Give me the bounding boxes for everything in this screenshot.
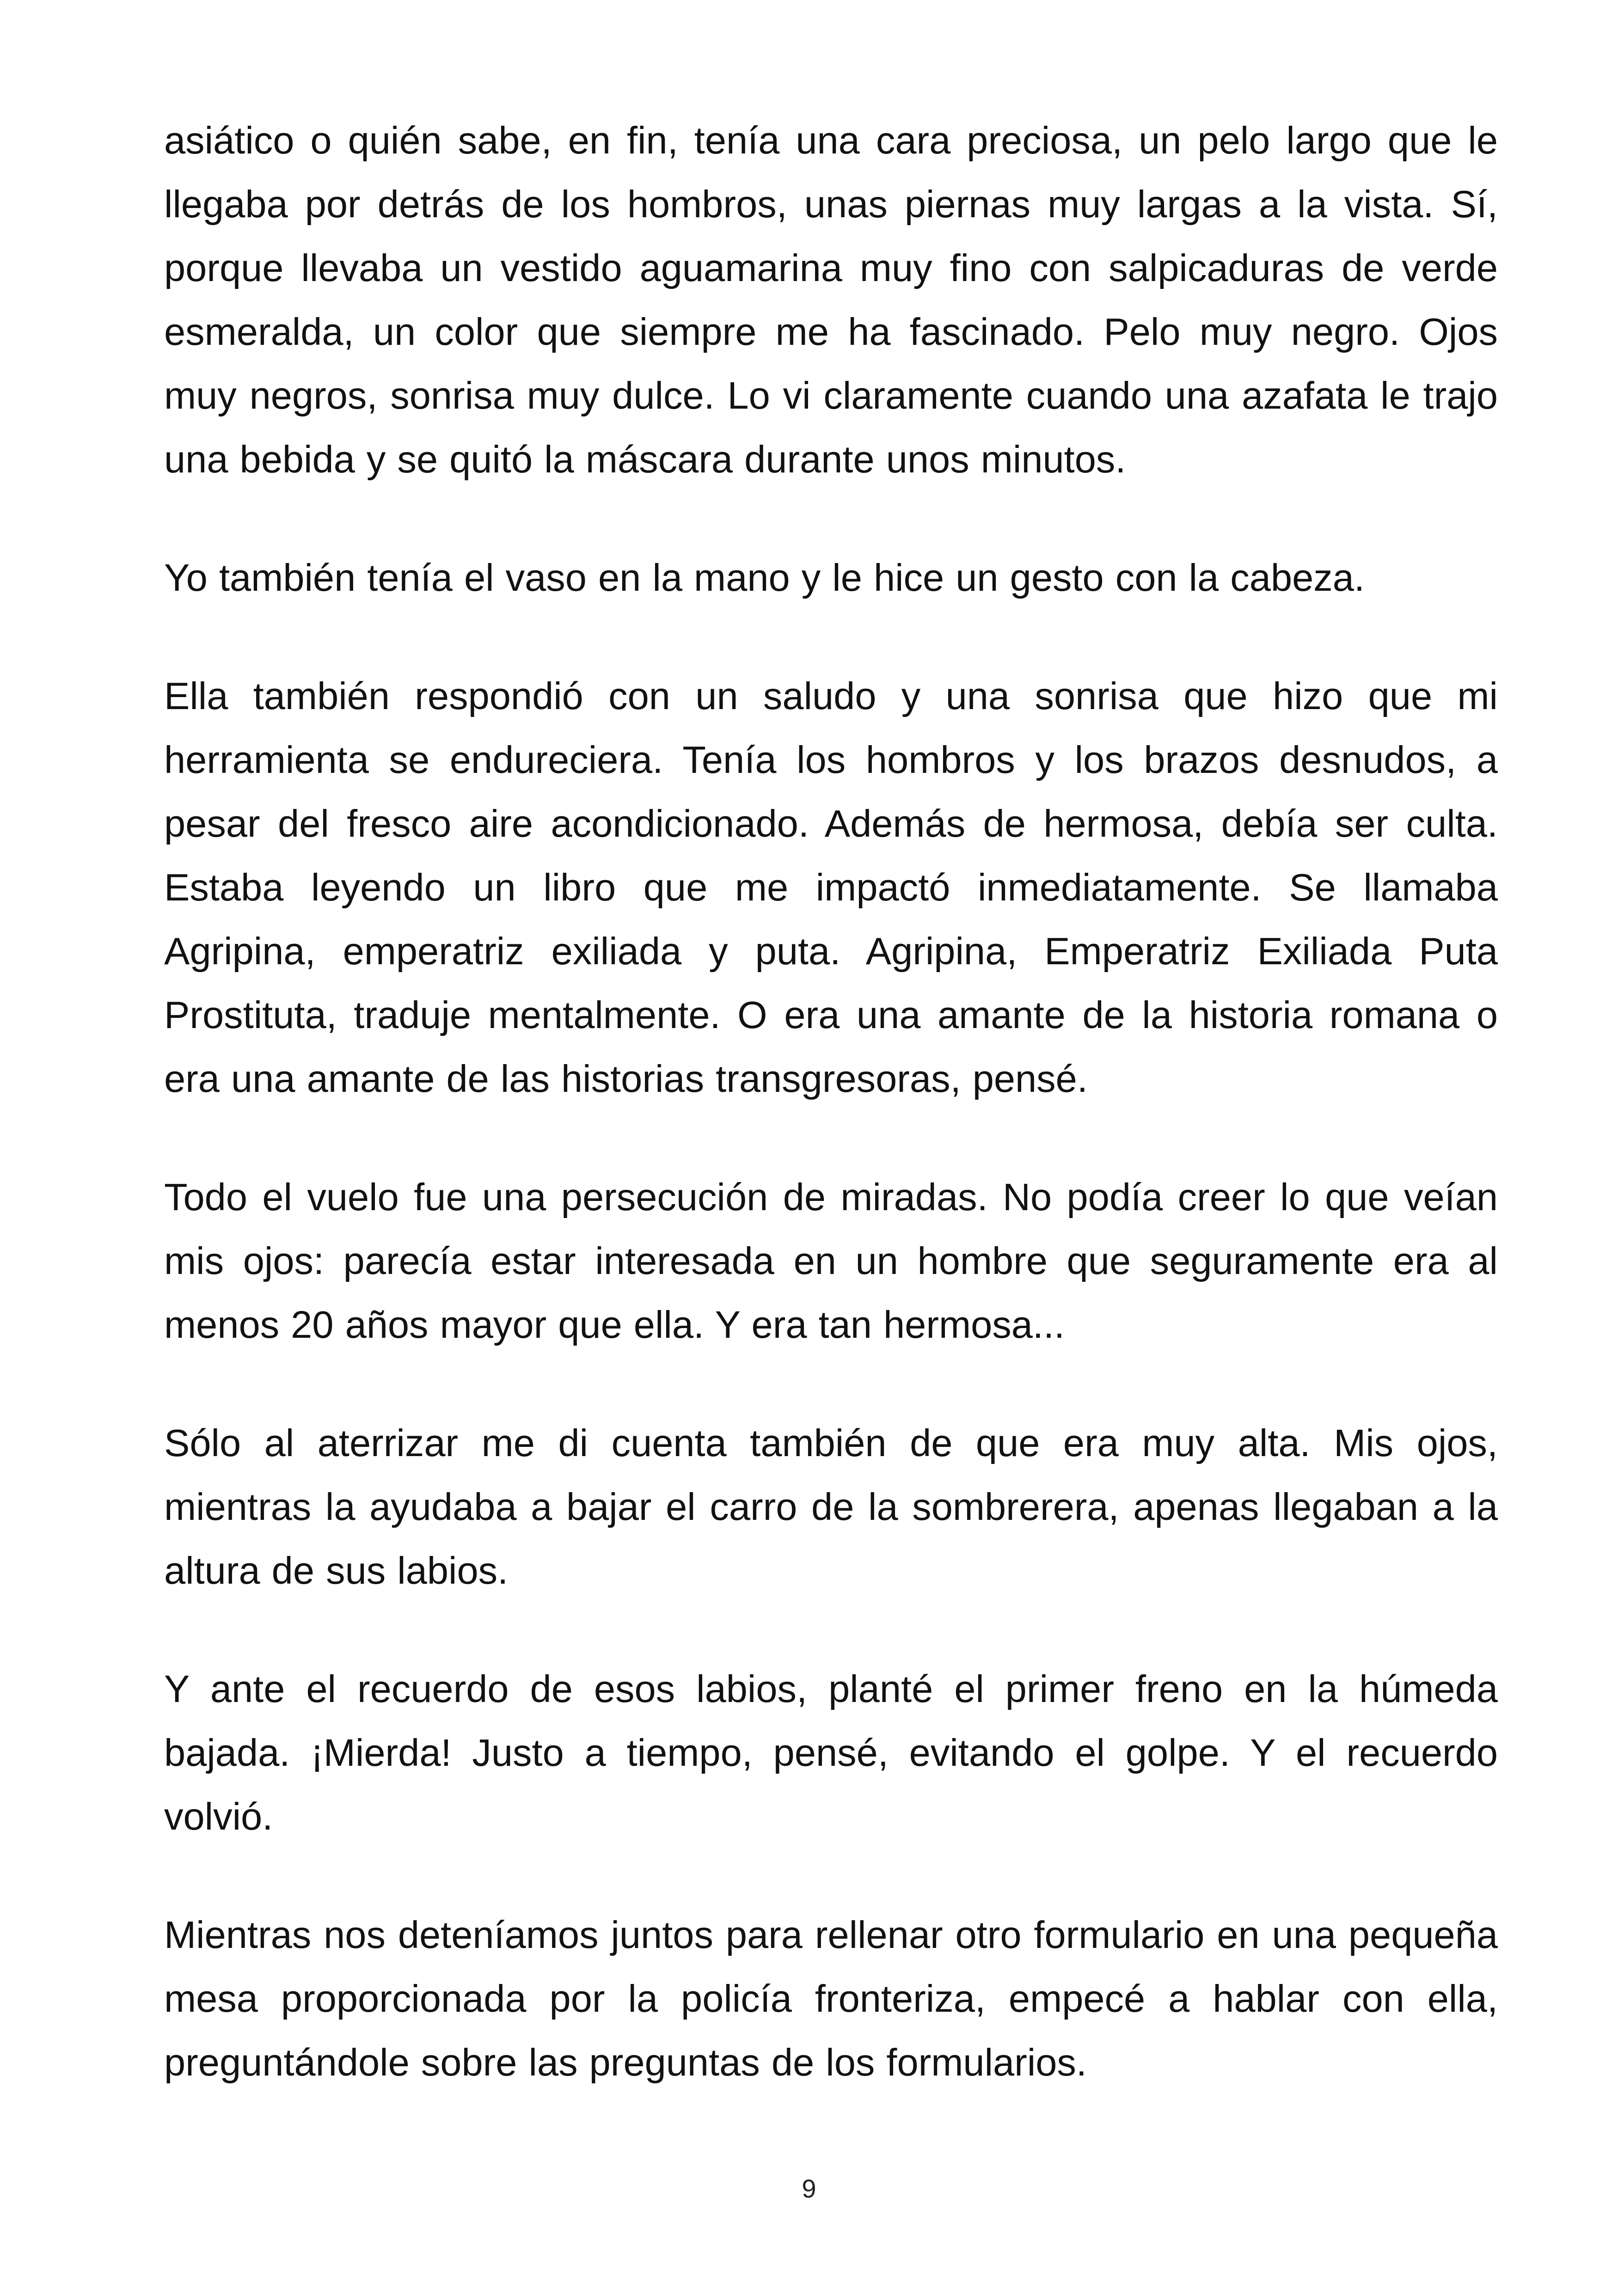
document-body <box>164 109 1498 2149</box>
paragraph: Y ante el recuerdo de esos labios, planté el primer freno en la húmeda bajada. ¡Mierda! Justo a tiempo, pensé, evitando el golpe. Y el recuerdo volvió. <box>164 1667 1498 1838</box>
paragraph: Yo también tenía el vaso en la mano y le hice un gesto con la cabeza. <box>164 556 1365 599</box>
paragraph: Ella también respondió con un saludo y una sonrisa que hizo que mi herramienta se endureciera. Tenía los hombros y los brazos desnudos, a pesar del fresco aire acondicionado. Además de hermosa, debía ser culta. Estaba leyendo un libro que me impactó inmediatamente. Se llamaba Agripina, emperatriz exiliada y puta. Agripina, Emperatriz Exiliada Puta Prostituta, traduje mentalmente. O era una amante de la historia romana o era una amante de las historias transgresoras, pensé. <box>164 674 1498 1100</box>
paragraph: Mientras nos deteníamos juntos para rellenar otro formulario en una pequeña mesa proporcionada por la policía fronteriza, empecé a hablar con ella, preguntándole sobre las preguntas de los formularios. <box>164 1913 1498 2084</box>
paragraph: Todo el vuelo fue una persecución de miradas. No podía creer lo que veían mis ojos: parecía estar interesada en un hombre que seguramente era al menos 20 años mayor que ella. Y era tan hermosa... <box>164 1176 1498 1346</box>
paragraph: asiático o quién sabe, en fin, tenía una cara preciosa, un pelo largo que le llegaba por detrás de los hombros, unas piernas muy largas a la vista. Sí, porque llevaba un vestido aguamarina muy fino con salpicaduras de verde esmeralda, un color que siempre me ha fascinado. Pelo muy negro. Ojos muy negros, sonrisa muy dulce. Lo vi claramente cuando una azafata le trajo una bebida y se quitó la máscara durante unos minutos. <box>164 119 1498 481</box>
page-number: 9 <box>802 2174 816 2203</box>
paragraph: Sólo al aterrizar me di cuenta también de que era muy alta. Mis ojos, mientras la ayudaba a bajar el carro de la sombrerera, apenas llegaban a la altura de sus labios. <box>164 1421 1498 1592</box>
